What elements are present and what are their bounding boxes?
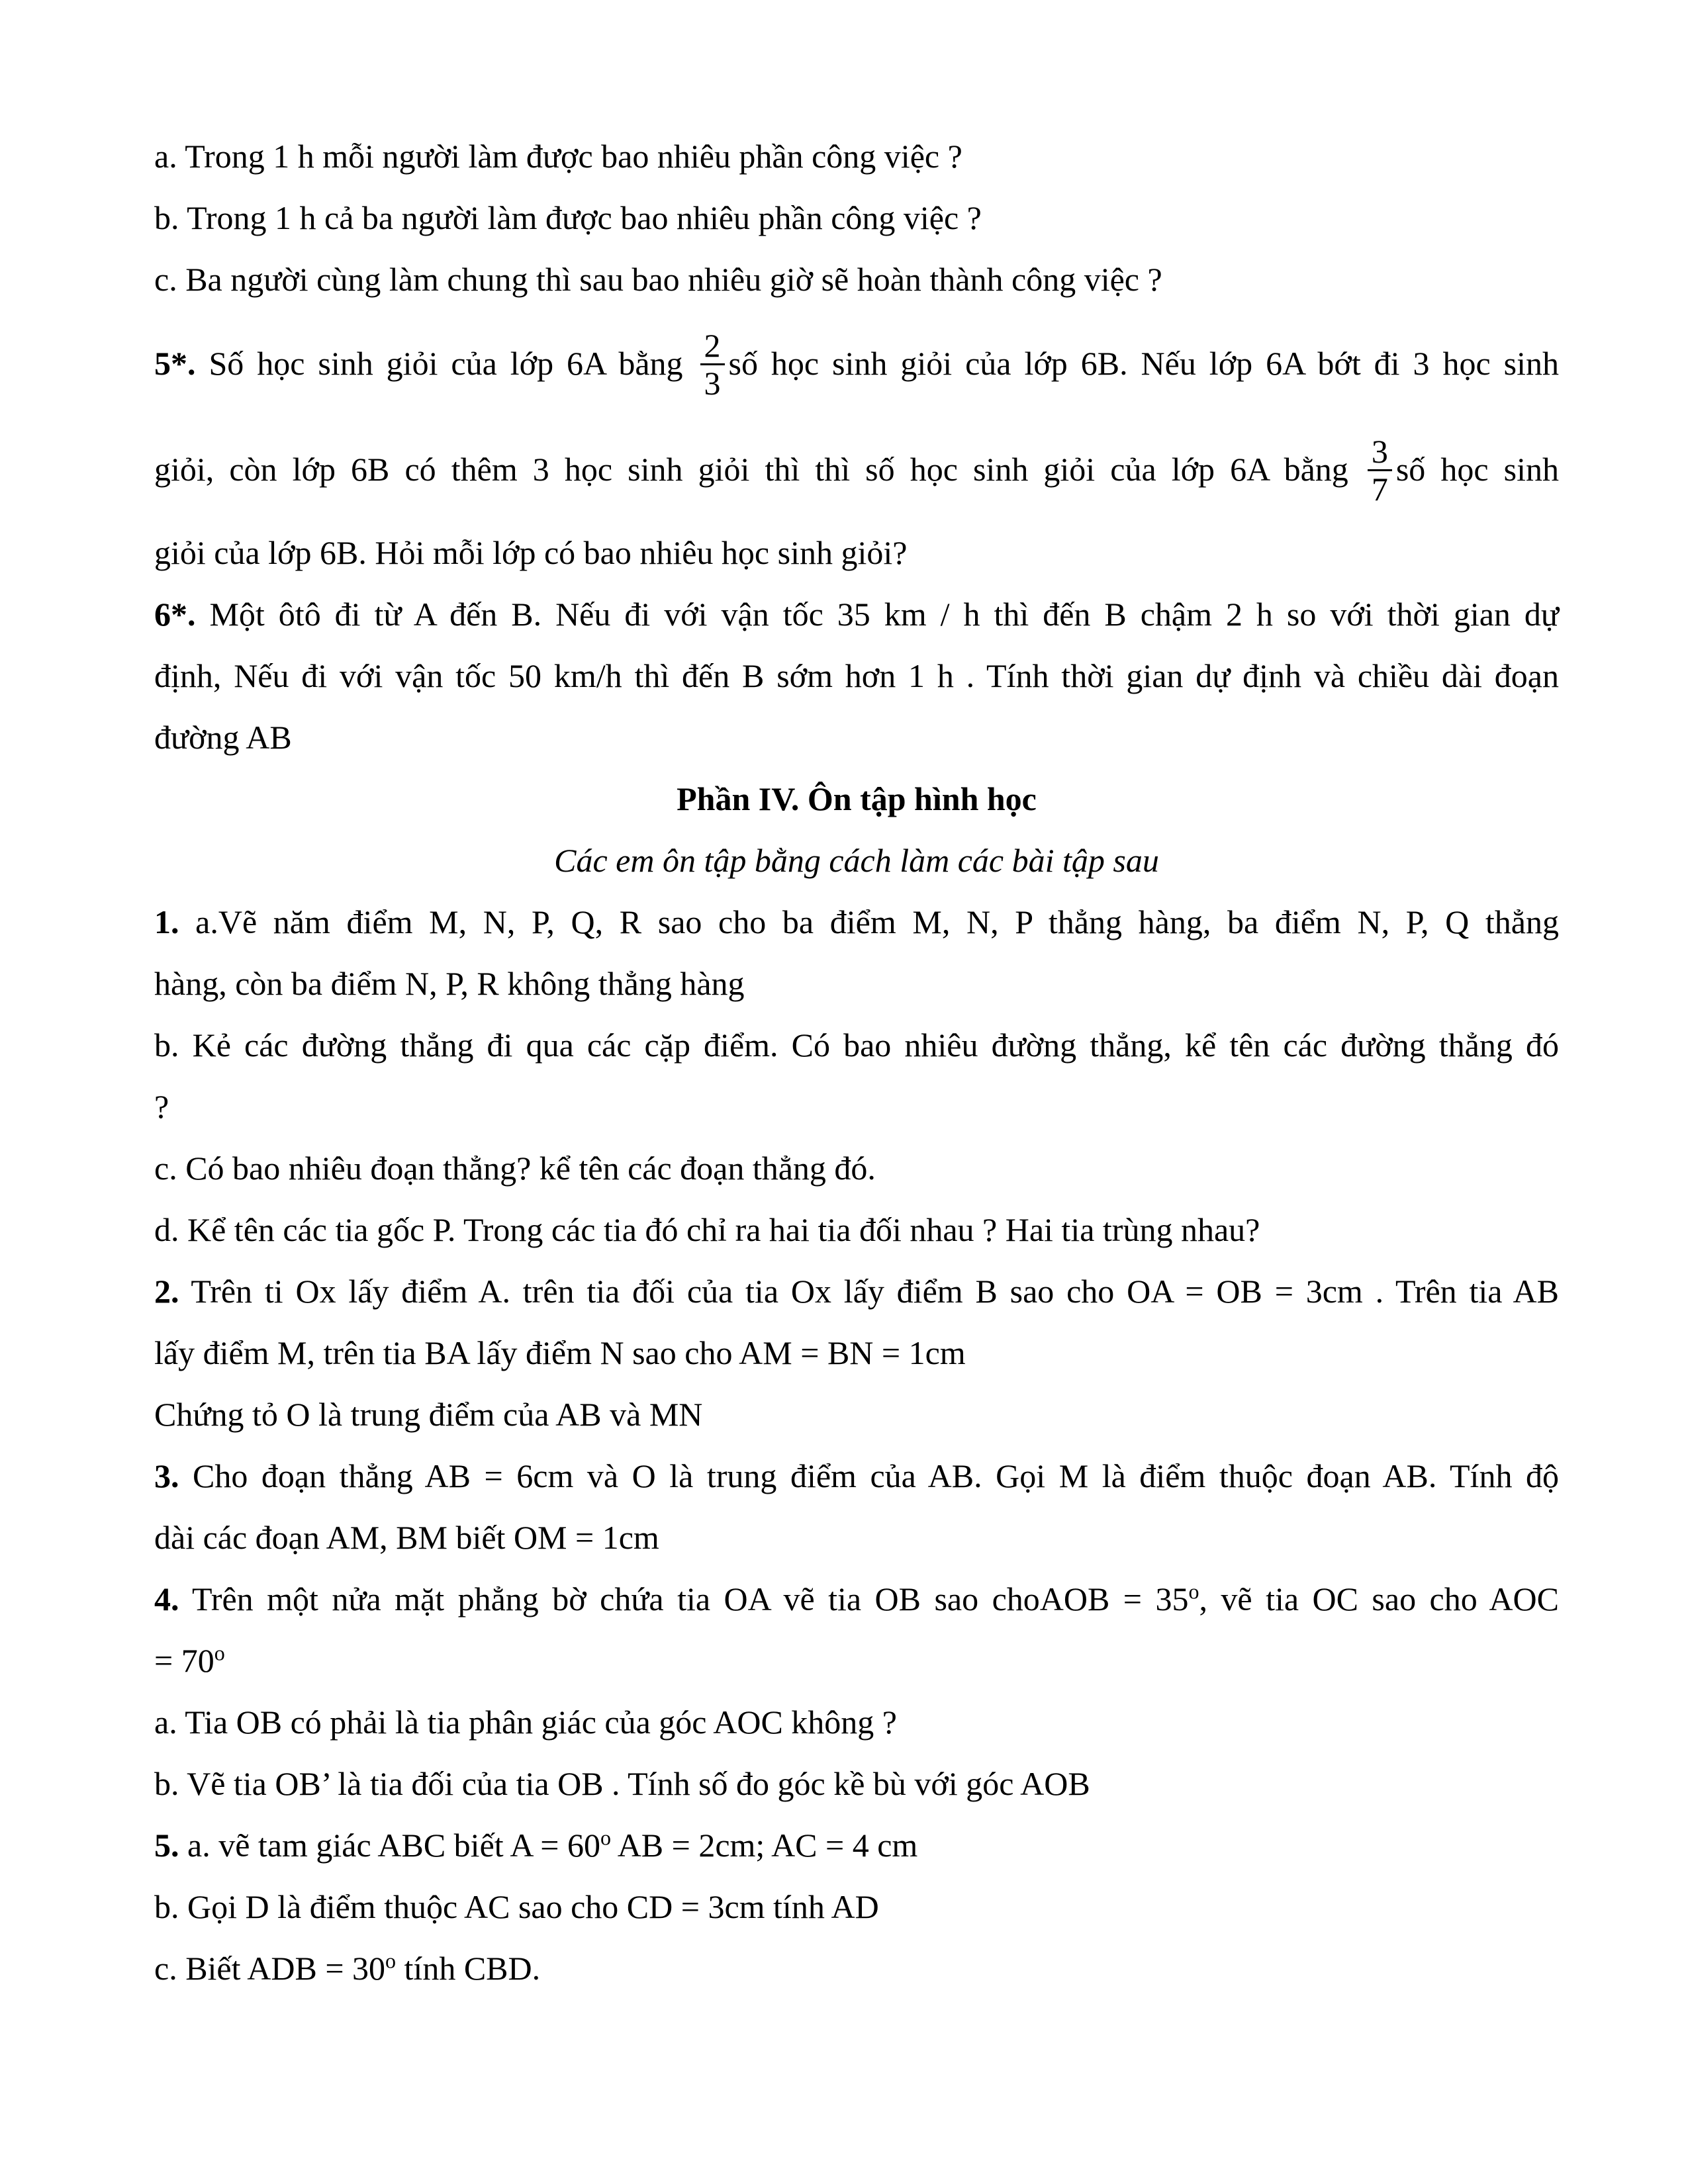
geometry-5-line-1 bbox=[154, 1815, 1559, 1876]
geometry-3-text-a: Cho đoạn thẳng AB = 6cm và O là trung điểm của AB. Gọi M là điểm thuộc đoạn AB. Tính độ bbox=[179, 1457, 1559, 1494]
geometry-1-line-1 bbox=[154, 891, 1559, 953]
problem-6-line-2: định, Nếu đi với vận tốc 50 km/h thì đến B sớm hơn 1 h . Tính thời gian dự định và chiều dài đoạn bbox=[154, 657, 1559, 694]
problem-6-line-3: đường AB bbox=[154, 719, 292, 756]
geometry-5-line-3 bbox=[154, 1938, 1559, 1999]
degree-symbol: o bbox=[385, 1948, 397, 1973]
geometry-5-text-c1: c. Biết ADB = 30 bbox=[154, 1950, 386, 1987]
geometry-1-text-a: a.Vẽ năm điểm M, N, P, Q, R sao cho ba điểm M, N, P thẳng hàng, ba điểm N, P, Q thẳng bbox=[179, 903, 1559, 940]
section-subtitle: Các em ôn tập bằng cách làm các bài tập sau bbox=[554, 842, 1159, 879]
geometry-5-line-2: b. Gọi D là điểm thuộc AC sao cho CD = 3cm tính AD bbox=[154, 1888, 879, 1925]
problem-5-line-2 bbox=[154, 416, 1559, 522]
problem-5-text-d: số học sinh bbox=[1395, 451, 1560, 488]
fraction-2-3 bbox=[700, 328, 725, 401]
geometry-2-line-2: lấy điểm M, trên tia BA lấy điểm N sao cho AM = BN = 1cm bbox=[154, 1334, 966, 1371]
line-q4c: c. Ba người cùng làm chung thì sau bao nhiêu giờ sẽ hoàn thành công việc ? bbox=[154, 261, 1162, 298]
line-q4b: b. Trong 1 h cả ba người làm được bao nhiêu phần công việc ? bbox=[154, 199, 982, 236]
geometry-2-text-a: Trên ti Ox lấy điểm A. trên tia đối của tia Ox lấy điểm B sao cho OA = OB = 3cm . Trên tia AB bbox=[179, 1273, 1559, 1310]
problem-5-line-1 bbox=[154, 310, 1559, 416]
geometry-4-number: 4. bbox=[154, 1580, 179, 1617]
problem-5-number: 5*. bbox=[154, 345, 196, 382]
geometry-3-line-2: dài các đoạn AM, BM biết OM = 1cm bbox=[154, 1519, 659, 1556]
problem-5-text-c: giỏi, còn lớp 6B có thêm 3 học sinh giỏi thì thì số học sinh giỏi của lớp 6A bằng bbox=[154, 451, 1364, 488]
geometry-1-line-4: ? bbox=[154, 1088, 169, 1125]
document-page bbox=[154, 126, 1559, 1999]
geometry-5-text-c2: tính CBD. bbox=[396, 1950, 541, 1987]
geometry-4-line-3: a. Tia OB có phải là tia phân giác của góc AOC không ? bbox=[154, 1704, 897, 1741]
geometry-1-line-3: b. Kẻ các đường thẳng đi qua các cặp điểm. Có bao nhiêu đường thẳng, kể tên các đường thẳng đó bbox=[154, 1026, 1559, 1064]
problem-5-line-3: giỏi của lớp 6B. Hỏi mỗi lớp có bao nhiêu học sinh giỏi? bbox=[154, 534, 908, 571]
problem-6-text-a: Một ôtô đi từ A đến B. Nếu đi với vận tốc 35 km / h thì đến B chậm 2 h so với thời gian dự bbox=[195, 596, 1559, 633]
problem-6-number: 6*. bbox=[154, 596, 196, 633]
geometry-5-number: 5. bbox=[154, 1827, 179, 1864]
geometry-4-line-4: b. Vẽ tia OB’ là tia đối của tia OB . Tính số đo góc kề bù với góc AOB bbox=[154, 1765, 1090, 1802]
problem-6-line-1 bbox=[154, 584, 1559, 645]
geometry-4-line-1 bbox=[154, 1569, 1559, 1630]
geometry-1-line-2: hàng, còn ba điểm N, P, R không thẳng hàng bbox=[154, 965, 745, 1002]
fraction-denominator: 3 bbox=[704, 365, 721, 402]
line-q4a: a. Trong 1 h mỗi người làm được bao nhiêu phần công việc ? bbox=[154, 138, 962, 175]
geometry-2-line-3: Chứng tỏ O là trung điểm của AB và MN bbox=[154, 1396, 703, 1433]
geometry-5-text-a2: AB = 2cm; AC = 4 cm bbox=[610, 1827, 918, 1864]
problem-5-text-b: số học sinh giỏi của lớp 6B. Nếu lớp 6A bớt đi 3 học sinh bbox=[728, 345, 1559, 382]
geometry-4-text-a1: Trên một nửa mặt phẳng bờ chứa tia OA vẽ tia OB sao choAOB = 35 bbox=[179, 1580, 1189, 1617]
degree-symbol: o bbox=[600, 1825, 611, 1850]
geometry-4-line-2 bbox=[154, 1630, 1559, 1692]
geometry-1-number: 1. bbox=[154, 903, 179, 940]
geometry-2-line-1 bbox=[154, 1261, 1559, 1322]
geometry-3-line-1 bbox=[154, 1445, 1559, 1507]
degree-symbol: o bbox=[1188, 1579, 1199, 1604]
geometry-4-text-b: = 70 bbox=[154, 1642, 214, 1679]
fraction-numerator: 2 bbox=[700, 328, 725, 365]
geometry-3-number: 3. bbox=[154, 1457, 179, 1494]
geometry-5-text-a1: a. vẽ tam giác ABC biết A = 60 bbox=[179, 1827, 600, 1864]
geometry-2-number: 2. bbox=[154, 1273, 179, 1310]
degree-symbol: o bbox=[214, 1641, 225, 1665]
fraction-3-7 bbox=[1368, 433, 1392, 507]
geometry-1-line-5: c. Có bao nhiêu đoạn thẳng? kể tên các đoạn thẳng đó. bbox=[154, 1150, 876, 1187]
fraction-numerator: 3 bbox=[1368, 433, 1392, 471]
section-title: Phần IV. Ôn tập hình học bbox=[677, 780, 1037, 817]
fraction-denominator: 7 bbox=[1371, 471, 1388, 508]
problem-5-text-a: Số học sinh giỏi của lớp 6A bằng bbox=[195, 345, 696, 382]
geometry-1-line-6: d. Kể tên các tia gốc P. Trong các tia đó chỉ ra hai tia đối nhau ? Hai tia trùng nhau? bbox=[154, 1211, 1260, 1248]
geometry-4-text-a2: , vẽ tia OC sao cho AOC bbox=[1199, 1580, 1559, 1617]
